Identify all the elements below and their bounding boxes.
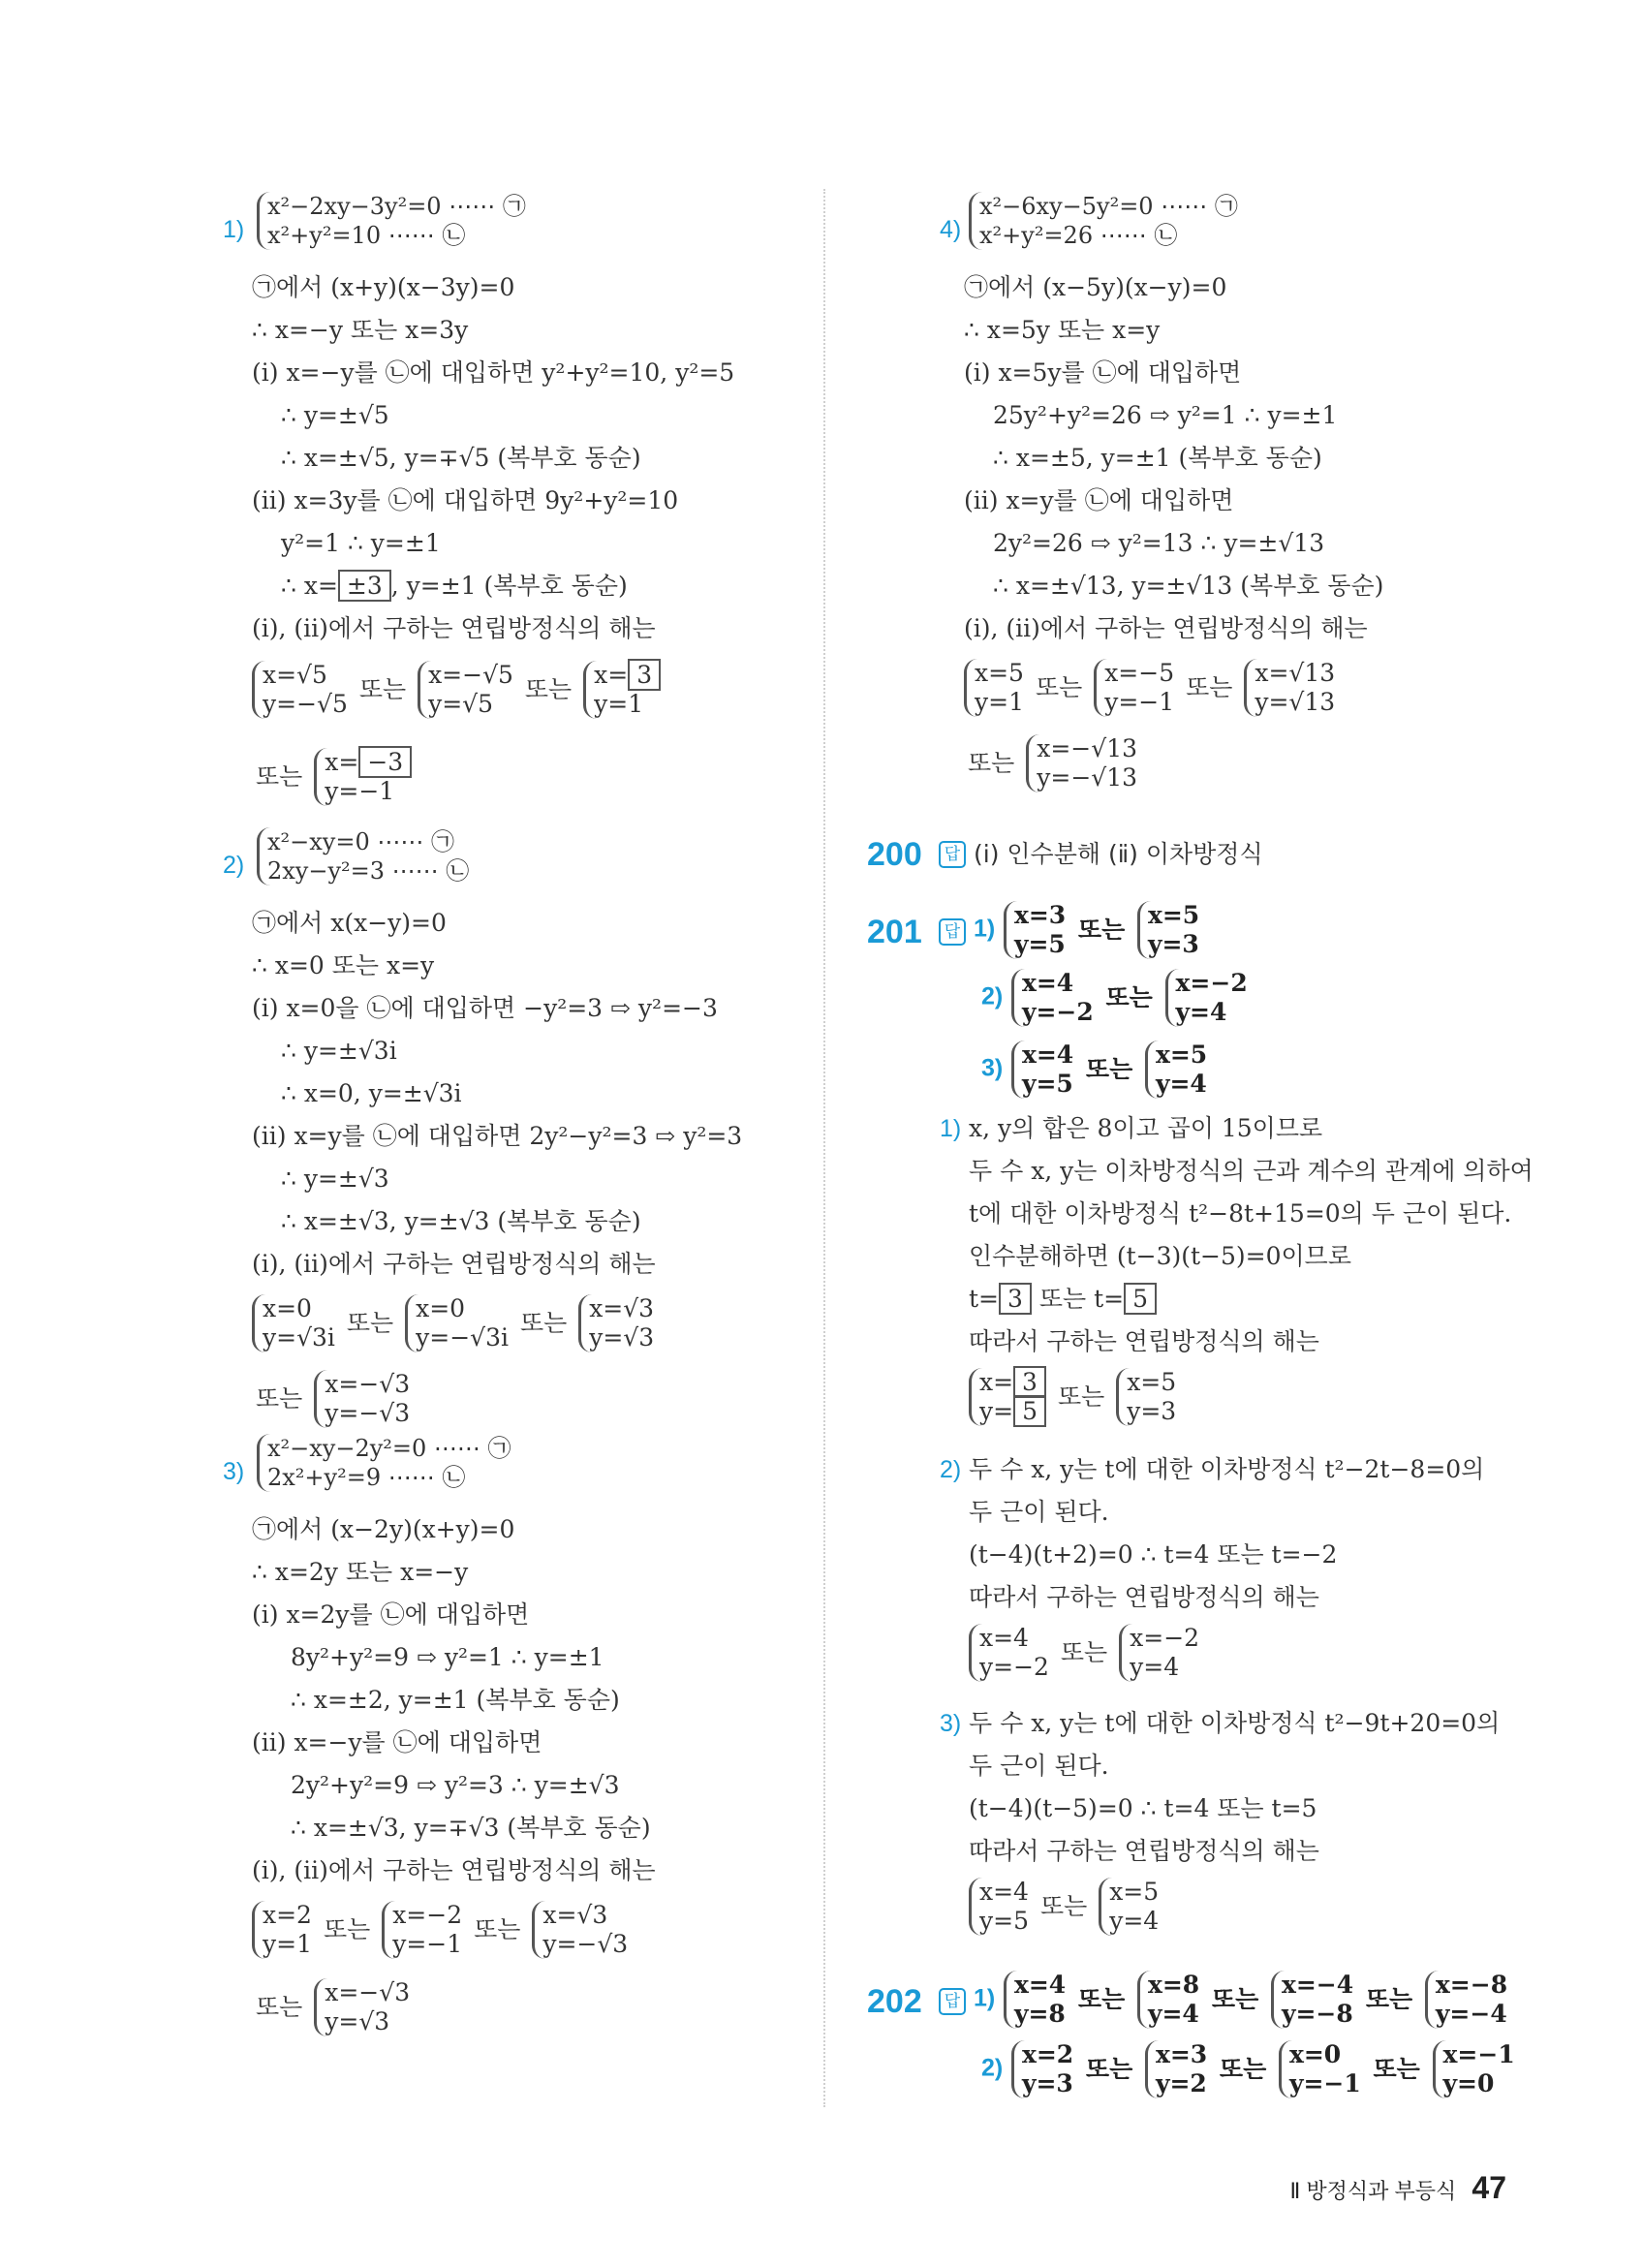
problem-4-system: x²−6xy−5y²=0 ⋯⋯ ㉠ x²+y²=26 ⋯⋯ ㉡ [969, 192, 1238, 250]
solution-line: 따라서 구하는 연립방정식의 해는 [969, 1837, 1319, 1865]
answer-badge: 답 [939, 1988, 966, 2015]
solution-line: (ⅰ) x=2y를 ㉡에 대입하면 [252, 1600, 530, 1629]
solution-line: (ⅱ) x=−y를 ㉡에 대입하면 [252, 1728, 542, 1756]
solution-set: 또는 x= −3 y=−1 [252, 748, 412, 806]
answer-box: ±3 [338, 570, 391, 602]
answer-box: 3 [999, 1283, 1032, 1315]
solution-line: ∴ y=±√5 [281, 401, 389, 429]
solution-line: 두 근이 된다. [969, 1498, 1109, 1526]
column-divider [823, 189, 825, 2107]
chapter-title: Ⅱ 방정식과 부등식 [1289, 2179, 1457, 2203]
solution-line: t에 대한 이차방정식 t²−8t+15=0의 두 근이 된다. [969, 1199, 1512, 1227]
solution-line: (ⅰ) x=5y를 ㉡에 대입하면 [964, 358, 1242, 387]
solution-line: (ⅰ), (ⅱ)에서 구하는 연립방정식의 해는 [964, 614, 1368, 642]
equation: x²+y²=10 ⋯⋯ ㉡ [267, 222, 466, 249]
solution-line: (t−4)(t+2)=0 ∴ t=4 또는 t=−2 [969, 1540, 1338, 1569]
solution-line: 2y²=26 ⇨ y²=13 ∴ y=±√13 [993, 529, 1325, 557]
solution-line: 두 수 x, y는 이차방정식의 근과 계수의 관계에 의하여 [969, 1157, 1534, 1185]
solution-line: (ⅰ), (ⅱ)에서 구하는 연립방정식의 해는 [252, 1856, 656, 1884]
solution-line: 두 수 x, y는 t에 대한 이차방정식 t²−9t+20=0의 [969, 1709, 1501, 1737]
solution-line: (ⅱ) x=3y를 ㉡에 대입하면 9y²+y²=10 [252, 486, 679, 514]
question-number: 202 [867, 1983, 922, 2020]
solution-set: 또는 x=−√3 y=−√3 [256, 1370, 411, 1427]
solution-set: x=4 y=−2 또는 x=−2 y=4 [969, 1624, 1199, 1682]
solution-line: ∴ x=0 또는 x=y [252, 951, 435, 979]
solution-set: 또는 x=−√3 y=√3 [256, 1978, 411, 2035]
problem-1-system [257, 192, 526, 250]
answer-row: 1) x=3 y=5 또는 x=5 y=3 [974, 901, 1200, 958]
answer-row: 1) x=4 y=8 또는 x=8 y=4 또는 x=−4 y=−8 또는 x=−8 y=−4 [974, 1971, 1508, 2028]
solution-line: ㉠에서 (x−2y)(x+y)=0 [252, 1515, 515, 1543]
solution-line: ㉠에서 x(x−y)=0 [252, 909, 447, 937]
solution-set: x=5 y=1 또는 x=−5 y=−1 또는 x=√13 y=√13 [964, 659, 1335, 717]
solution-line: ㉠에서 (x−5y)(x−y)=0 [964, 273, 1227, 301]
page-number: 47 [1472, 2170, 1506, 2205]
answer-row: 3) x=4 y=5 또는 x=5 y=4 [981, 1041, 1208, 1098]
problem-4-label: 4) [940, 216, 962, 243]
solution-set: x=2 y=1 또는 x=−2 y=−1 또는 x=√3 y=−√3 [252, 1901, 628, 1959]
explanation-label: 3) [940, 1710, 962, 1737]
answer-badge: 답 [939, 918, 966, 946]
answer-text: (ⅰ) 인수분해 (ⅱ) 이차방정식 [974, 840, 1263, 868]
problem-3-label: 3) [223, 1458, 245, 1485]
solution-line: (ⅰ), (ⅱ)에서 구하는 연립방정식의 해는 [252, 614, 656, 642]
solution-line: (ⅱ) x=y를 ㉡에 대입하면 2y²−y²=3 ⇨ y²=3 [252, 1122, 743, 1150]
solution-line: ∴ y=±√3i [281, 1037, 397, 1065]
solution-line: (ⅰ) x=0을 ㉡에 대입하면 −y²=3 ⇨ y²=−3 [252, 994, 718, 1022]
solution-line: ∴ x=±√3, y=±√3 (복부호 동순) [281, 1207, 641, 1235]
answer-box: 3 [1013, 1366, 1046, 1398]
answer-box: −3 [358, 746, 412, 778]
solution-line: (t−4)(t−5)=0 ∴ t=4 또는 t=5 [969, 1794, 1317, 1822]
problem-3-system: x²−xy−2y²=0 ⋯⋯ ㉠ 2x²+y²=9 ⋯⋯ ㉡ [257, 1434, 511, 1492]
solution-line: ∴ y=±√3 [281, 1165, 389, 1193]
solution-line: (ⅱ) x=y를 ㉡에 대입하면 [964, 486, 1234, 514]
solution-line: ∴ x=0, y=±√3i [281, 1079, 462, 1107]
solution-line: 두 수 x, y는 t에 대한 이차방정식 t²−2t−8=0의 [969, 1455, 1485, 1483]
solution-set: x=4 y=5 또는 x=5 y=4 [969, 1878, 1159, 1936]
problem-2-system: x²−xy=0 ⋯⋯ ㉠ 2xy−y²=3 ⋯⋯ ㉡ [257, 827, 469, 885]
solution-set: x= 3 y= 5 또는 x=5 y=3 [969, 1368, 1176, 1426]
solution-line: ∴ x=±√13, y=±√13 (복부호 동순) [993, 572, 1384, 600]
solution-line: ∴ x=5y 또는 x=y [964, 316, 1161, 344]
solution-line: ∴ x= ±3 , y=±1 (복부호 동순) [281, 572, 628, 600]
answer-box: 5 [1124, 1283, 1157, 1315]
explanation-label: 1) [940, 1115, 962, 1142]
answer-row: 2) x=4 y=−2 또는 x=−2 y=4 [981, 969, 1248, 1026]
solution-set: 또는 x=−√13 y=−√13 [968, 734, 1138, 792]
solution-line: 따라서 구하는 연립방정식의 해는 [969, 1583, 1319, 1611]
answer-badge: 답 [939, 841, 966, 868]
explanation-label: 2) [940, 1456, 962, 1483]
question-number: 200 [867, 836, 922, 873]
solution-line: 두 근이 된다. [969, 1752, 1109, 1780]
answer-row: 2) x=2 y=3 또는 x=3 y=2 또는 x=0 y=−1 또는 x=−1 y=0 [981, 2040, 1515, 2097]
solution-line: x, y의 합은 8이고 곱이 15이므로 [969, 1114, 1323, 1142]
solution-line: (ⅰ) x=−y를 ㉡에 대입하면 y²+y²=10, y²=5 [252, 358, 735, 387]
solution-line: ∴ x=±√5, y=∓√5 (복부호 동순) [281, 444, 641, 472]
solution-line: ∴ x=±√3, y=∓√3 (복부호 동순) [291, 1814, 651, 1842]
solution-line: 인수분해하면 (t−3)(t−5)=0이므로 [969, 1242, 1351, 1270]
solution-line: t= 3 또는 t= 5 [969, 1285, 1157, 1314]
solution-line: (ⅰ), (ⅱ)에서 구하는 연립방정식의 해는 [252, 1250, 656, 1278]
solution-line: 2y²+y²=9 ⇨ y²=3 ∴ y=±√3 [291, 1771, 620, 1799]
answer-box: 5 [1013, 1395, 1046, 1427]
solution-line: 8y²+y²=9 ⇨ y²=1 ∴ y=±1 [291, 1643, 604, 1671]
answer-box: 3 [628, 659, 661, 691]
solution-line: y²=1 ∴ y=±1 [281, 529, 441, 557]
question-number: 201 [867, 914, 922, 950]
solution-line: 25y²+y²=26 ⇨ y²=1 ∴ y=±1 [993, 401, 1338, 429]
solution-line: 따라서 구하는 연립방정식의 해는 [969, 1327, 1319, 1355]
solution-set: x=√5 y=−√5 또는 x=−√5 y=√5 또는 x= 3 y=1 [252, 661, 661, 719]
solution-line: ∴ x=±2, y=±1 (복부호 동순) [291, 1686, 620, 1714]
problem-1-label: 1) [223, 216, 245, 243]
solution-line: ∴ x=2y 또는 x=−y [252, 1558, 469, 1586]
solution-line: ∴ x=−y 또는 x=3y [252, 316, 469, 344]
solution-line: ∴ x=±5, y=±1 (복부호 동순) [993, 444, 1322, 472]
problem-2-label: 2) [223, 852, 245, 879]
solution-set: x=0 y=√3i 또는 x=0 y=−√3i 또는 x=√3 y=√3 [252, 1294, 654, 1352]
page-footer [1289, 2170, 1506, 2206]
solution-line: ㉠에서 (x+y)(x−3y)=0 [252, 273, 515, 301]
equation: x²−2xy−3y²=0 ⋯⋯ ㉠ [267, 193, 526, 220]
